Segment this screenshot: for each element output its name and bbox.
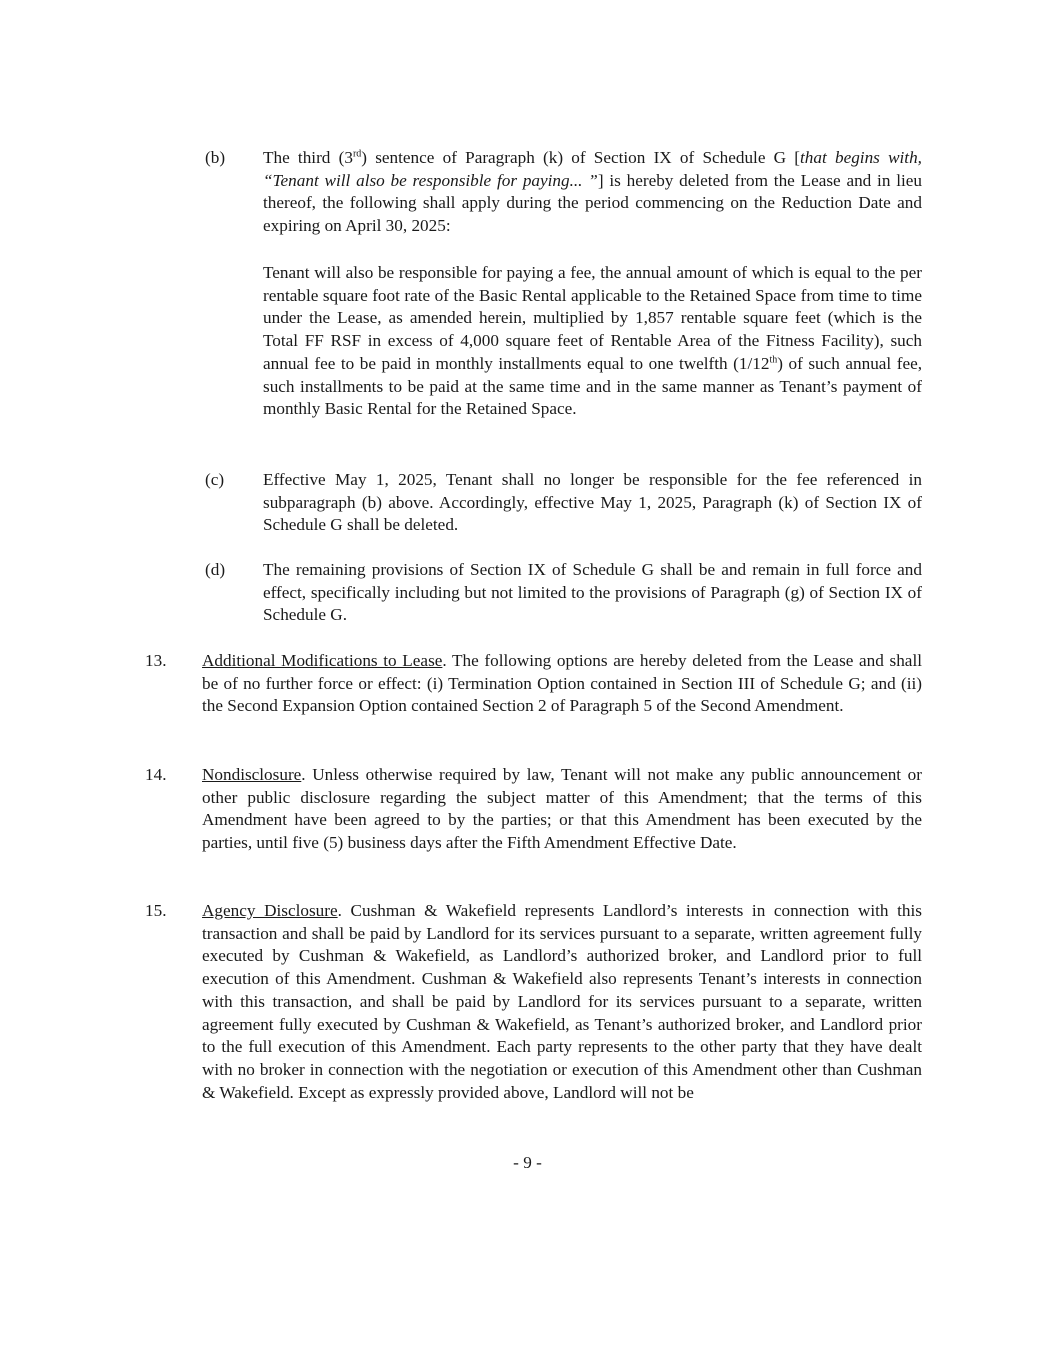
item-b-quoted-italic: that begins with, “Tenant will also be responsible for paying... ” [263,148,922,190]
item-c-text: Effective May 1, 2025, Tenant shall no longer be responsible for the fee referenced in subparagraph (b) above. Accordingly, effective May 1, 2025, Paragraph (k) of Section IX of Schedule G shall be deleted. [263,470,922,535]
section-14-number: 14. [145,765,167,784]
section-14-text [202,764,922,855]
section-15-number: 15. [145,901,167,920]
section-13-body: . The following options are hereby deleted from the Lease and shall be of no further force or effect: (i) Termination Option contained in Section III of Schedule G; and (ii) the Second Expansion Option contained Section 2 of Paragraph 5 of the Second Amendment. [202,651,922,716]
item-b-replacement-text [263,262,922,421]
page-number: - 9 - [513,1153,542,1172]
replacement-text-part1: Tenant will also be responsible for paying a fee, the annual amount of which is equal to the per rentable square foot rate of the Basic Rental applicable to the Retained Space from time to time under the Lease, as amended herein, multiplied by 1,857 rentable square feet (which is the Total FF RSF in excess of 4,000 square feet of Rentable Area of the Fitness Facility), such annual fee to be paid in monthly installments equal to one twelfth (1/12 [263,263,922,373]
item-b-text-part2: ) sentence of Paragraph (k) of Section IX of Schedule G [ [361,148,801,167]
section-15-heading: Agency Disclosure [202,901,338,920]
section-13-number: 13. [145,651,167,670]
section-15-text [202,900,922,1104]
item-b-text-part1: The third (3 [263,148,353,167]
ordinal-suffix: rd [352,148,362,160]
item-d-label: (d) [205,560,226,579]
item-c-label: (c) [205,470,225,489]
section-14-heading: Nondisclosure [202,765,302,784]
section-13-heading: Additional Modifications to Lease [202,651,443,670]
section-14-body: . Unless otherwise required by law, Tenant will not make any public announcement or other public disclosure regarding the subject matter of this Amendment; that the terms of this Amendment have been agreed to by the parties; or that this Amendment has been executed by the parties, until five (5) business days after the Fifth Amendment Effective Date. [202,765,922,853]
replacement-text-part2: ) of such annual fee, such installments to be paid at the same time and in the same manner as Tenant’s payment of monthly Basic Rental for the Retained Space. [263,353,922,419]
section-13-text [202,650,922,718]
item-b-text-part3: ] is hereby deleted from the Lease and in lieu thereof, the following shall apply during the period commencing on the Reduction Date and expiring on April 30, 2025: [263,170,922,236]
item-d-text: The remaining provisions of Section IX of Schedule G shall be and remain in full force and effect, specifically including but not limited to the provisions of Paragraph (g) of Section IX of Schedule G. [263,560,922,625]
fraction-suffix: th [769,354,778,366]
section-15-body: . Cushman & Wakefield represents Landlord’s interests in connection with this transaction and shall be paid by Landlord for its services pursuant to a separate, written agreement fully executed by Cushman & Wakefield, as Landlord’s authorized broker, and Landlord prior to full execution of this Amendment. Cushman & Wakefield also represents Tenant’s interests in connection with this transaction, and shall be paid by Landlord for its services pursuant to a separate, written agreement fully executed by Cushman & Wakefield, as Tenant’s authorized broker, and Landlord prior to the full execution of this Amendment. Each party represents to the other party that they have dealt with no broker in connection with the negotiation or execution of this Amendment other than Cushman & Wakefield. Except as expressly provided above, Landlord will not be [202,901,922,1102]
item-b-label: (b) [205,148,226,167]
item-b-text [263,147,922,238]
